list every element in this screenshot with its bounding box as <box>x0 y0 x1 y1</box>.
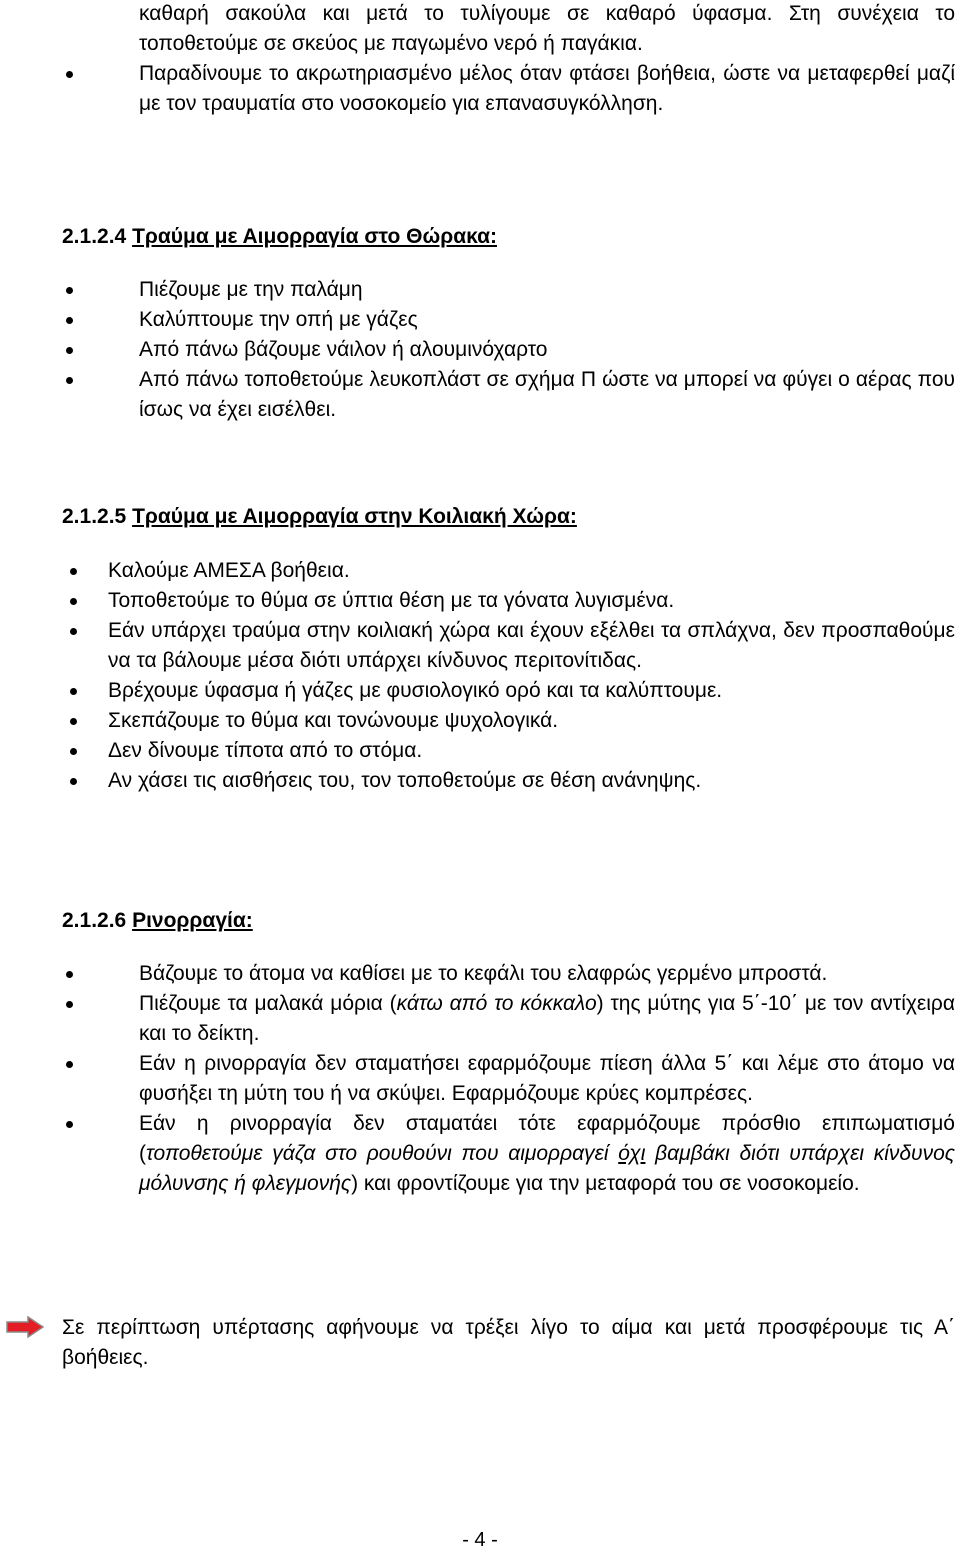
bullet-text-italic: κάτω από το κόκκαλο <box>396 992 597 1015</box>
intro-list <box>139 0 955 119</box>
bullet-text: Βάζουμε το άτομα να καθίσει με το κεφάλι του ελαφρώς γερμένο μπροστά. <box>139 962 828 985</box>
bullet-text: Εάν υπάρχει τραύμα στην κοιλιακή χώρα και έχουν εξέλθει τα σπλάχνα, δεν προσπαθούμε να τα βάλουμε μέσα διότι υπάρχει κίνδυνος περιτονίτιδας. <box>108 619 955 672</box>
abdomen-list <box>108 556 955 796</box>
section-title: Τραύμα με Αιμορραγία στο Θώρακα: <box>132 225 498 248</box>
bullet-icon <box>66 1121 73 1128</box>
list-item <box>139 335 955 365</box>
bullet-text: Καλύπτουμε την οπή με γάζες <box>139 308 418 331</box>
chest-list <box>139 275 955 425</box>
bullet-text: Πιέζουμε με την παλάμη <box>139 278 363 301</box>
bullet-text: Από πάνω βάζουμε νάιλον ή αλουμινόχαρτο <box>139 338 548 361</box>
section-title: Τραύμα με Αιμορραγία στην Κοιλιακή Χώρα: <box>132 505 577 528</box>
bullet-icon <box>70 718 77 725</box>
bullet-text: Καλούμε ΑΜΕΣΑ βοήθεια. <box>108 559 350 582</box>
list-item <box>139 275 955 305</box>
bullet-icon <box>70 628 77 635</box>
bullet-icon <box>70 688 77 695</box>
section-heading-abdomen <box>62 502 577 532</box>
bullet-text: Από πάνω τοποθετούμε λευκοπλάστ σε σχήμα Π ώστε να μπορεί να φύγει ο αέρας που ίσως να έχει εισέλθει. <box>139 368 955 421</box>
hypertension-note <box>0 1313 960 1373</box>
bullet-text-part: Εάν η ρινορραγία δεν σταματάει τότε εφαρμόζουμε πρόσθιο επιπωματισμό ( <box>139 1112 955 1165</box>
bullet-icon <box>66 1001 73 1008</box>
list-item <box>139 305 955 335</box>
bullet-icon <box>66 71 73 78</box>
bullet-text-part: ) και φροντίζουμε για την μεταφορά του σε νοσοκομείο. <box>351 1172 860 1195</box>
section-number: 2.1.2.5 <box>62 505 127 528</box>
bullet-text-italic: τοποθετούμε γάζα στο ρουθούνι που αιμορραγεί <box>146 1142 619 1165</box>
list-item <box>139 59 955 119</box>
bullet-text-part: ) της μύτης για 5΄-10΄ με τον αντίχειρα και το δείκτη. <box>139 992 955 1045</box>
section-number: 2.1.2.6 <box>62 909 127 932</box>
bullet-icon <box>70 598 77 605</box>
list-item <box>139 1049 955 1109</box>
bullet-icon <box>66 971 73 978</box>
section-heading-chest <box>62 222 497 252</box>
section-heading-nosebleed <box>62 906 253 936</box>
bullet-icon <box>70 568 77 575</box>
red-arrow-icon <box>6 1316 44 1338</box>
bullet-text: καθαρή σακούλα και μετά το τυλίγουμε σε καθαρό ύφασμα. Στη συνέχεια το τοποθετούμε σε σκεύος με παγωμένο νερό ή παγάκια. <box>139 2 955 55</box>
list-item <box>139 959 955 989</box>
list-item <box>108 586 955 616</box>
bullet-text-italic: βαμβάκι διότι υπάρχει κίνδυνος μόλυνσης ή φλεγμονής <box>139 1142 955 1195</box>
bullet-text: Αν χάσει τις αισθήσεις του, τον τοποθετούμε σε θέση ανάνηψης. <box>108 769 702 792</box>
bullet-text: Δεν δίνουμε τίποτα από το στόμα. <box>108 739 423 762</box>
bullet-text-part: Πιέζουμε τα μαλακά μόρια ( <box>139 992 397 1015</box>
bullet-text: Εάν η ρινορραγία δεν σταματήσει εφαρμόζουμε πίεση άλλα 5΄ και λέμε στο άτομο να φυσήξει τη μύτη του ή να σκύψει. Εφαρμόζουμε κρύες κομπρέσες. <box>139 1052 955 1105</box>
list-item <box>139 365 955 425</box>
bullet-icon <box>70 748 77 755</box>
bullet-icon <box>66 287 73 294</box>
list-item <box>139 1109 955 1199</box>
bullet-icon <box>66 347 73 354</box>
list-item <box>108 706 955 736</box>
list-item <box>139 989 955 1049</box>
bullet-text-emphasis: όχι <box>618 1142 646 1165</box>
list-item <box>108 766 955 796</box>
bullet-text: Παραδίνουμε το ακρωτηριασμένο μέλος όταν φτάσει βοήθεια, ώστε να μεταφερθεί μαζί με τον τραυματία στο νοσοκομείο για επανασυγκόλληση. <box>139 62 955 115</box>
bullet-text: Σκεπάζουμε το θύμα και τονώνουμε ψυχολογικά. <box>108 709 559 732</box>
bullet-icon <box>66 377 73 384</box>
list-item <box>108 556 955 586</box>
bullet-icon <box>66 1061 73 1068</box>
list-item <box>108 736 955 766</box>
list-item <box>108 676 955 706</box>
bullet-icon <box>70 778 77 785</box>
section-title: Ρινορραγία: <box>132 909 253 932</box>
page-number: - 4 - <box>462 1529 498 1551</box>
bullet-text: Βρέχουμε ύφασμα ή γάζες με φυσιολογικό ορό και τα καλύπτουμε. <box>108 679 723 702</box>
bullet-icon <box>66 317 73 324</box>
nosebleed-list <box>139 959 955 1199</box>
list-item <box>108 616 955 676</box>
section-number: 2.1.2.4 <box>62 225 127 248</box>
note-text: Σε περίπτωση υπέρτασης αφήνουμε να τρέξει λίγο το αίμα και μετά προσφέρουμε τις Α΄ βοήθειες. <box>62 1316 955 1369</box>
list-item <box>139 0 955 59</box>
bullet-text: Τοποθετούμε το θύμα σε ύπτια θέση με τα γόνατα λυγισμένα. <box>108 589 675 612</box>
